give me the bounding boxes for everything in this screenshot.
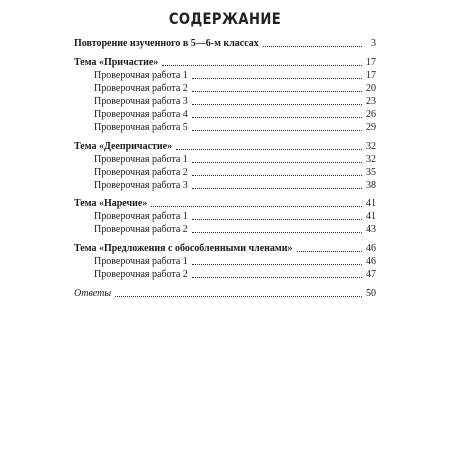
dot-leader [192, 117, 362, 118]
toc-page-number: 29 [366, 122, 376, 133]
toc-subentry [74, 180, 376, 192]
toc-entry-label: Проверочная работа 2 [94, 224, 188, 235]
dot-leader [192, 277, 362, 278]
toc-entry [74, 243, 376, 255]
toc-entry-label: Повторение изученного в 5—6-м классах [74, 38, 259, 49]
toc-entry-label: Проверочная работа 3 [94, 180, 188, 191]
dot-leader [297, 251, 362, 252]
toc-entry-label: Проверочная работа 1 [94, 154, 188, 165]
toc-page-number: 35 [366, 167, 376, 178]
toc-entry [74, 141, 376, 153]
toc-page-number: 41 [366, 211, 376, 222]
toc-subentry [74, 70, 376, 82]
dot-leader [192, 104, 362, 105]
dot-leader [192, 232, 362, 233]
toc-page-number: 46 [366, 243, 376, 254]
toc-subentry [74, 256, 376, 268]
toc-entry-label: Проверочная работа 4 [94, 109, 188, 120]
toc-page-number: 23 [366, 96, 376, 107]
toc-entry-label: Тема «Причастие» [74, 57, 159, 68]
dot-leader [192, 188, 362, 189]
toc-entry-label: Проверочная работа 2 [94, 167, 188, 178]
dot-leader [192, 264, 362, 265]
dot-leader [192, 175, 362, 176]
toc-entry-label: Ответы [74, 288, 112, 299]
page-title: СОДЕРЖАНИЕ [168, 9, 282, 28]
toc-subentry [74, 109, 376, 121]
toc-page-number: 20 [366, 83, 376, 94]
toc-entry [74, 57, 376, 69]
toc-subentry [74, 122, 376, 134]
toc-entry-label: Проверочная работа 1 [94, 70, 188, 81]
toc-subentry [74, 211, 376, 223]
toc-page-number: 50 [366, 288, 376, 299]
dot-leader [151, 206, 362, 207]
dot-leader [162, 65, 362, 66]
toc-subentry [74, 224, 376, 236]
toc-entry-label: Проверочная работа 1 [94, 256, 188, 267]
toc-page-number: 47 [366, 269, 376, 280]
toc-page-number: 46 [366, 256, 376, 267]
toc-page-number: 17 [366, 57, 376, 68]
toc-page-number: 26 [366, 109, 376, 120]
dot-leader [192, 130, 362, 131]
toc-entry [74, 288, 376, 300]
dot-leader [176, 149, 362, 150]
toc-entry-label: Тема «Предложения с обособленными членами» [74, 243, 293, 254]
toc-subentry [74, 154, 376, 166]
toc-subentry [74, 269, 376, 281]
toc-entry-label: Проверочная работа 3 [94, 96, 188, 107]
dot-leader [115, 296, 362, 297]
toc-page-number: 41 [366, 198, 376, 209]
toc-entry [74, 38, 376, 50]
dot-leader [192, 78, 362, 79]
toc-page-number: 32 [366, 154, 376, 165]
dot-leader [192, 91, 362, 92]
dot-leader [263, 46, 362, 47]
toc-entry-label: Проверочная работа 2 [94, 83, 188, 94]
table-of-contents [74, 0, 376, 450]
toc-subentry [74, 96, 376, 108]
toc-page-number: 43 [366, 224, 376, 235]
toc-entry-label: Тема «Деепричастие» [74, 141, 173, 152]
toc-entry-label: Тема «Наречие» [74, 198, 148, 209]
toc-entry-label: Проверочная работа 1 [94, 211, 188, 222]
toc-entry-label: Проверочная работа 5 [94, 122, 188, 133]
toc-page-number: 38 [366, 180, 376, 191]
toc-page-number: 32 [366, 141, 376, 152]
dot-leader [192, 219, 362, 220]
toc-page-number: 3 [371, 38, 376, 49]
toc-page-number: 17 [366, 70, 376, 81]
toc-entry-label: Проверочная работа 2 [94, 269, 188, 280]
toc-subentry [74, 83, 376, 95]
toc-subentry [74, 167, 376, 179]
dot-leader [192, 162, 362, 163]
toc-entry [74, 198, 376, 210]
